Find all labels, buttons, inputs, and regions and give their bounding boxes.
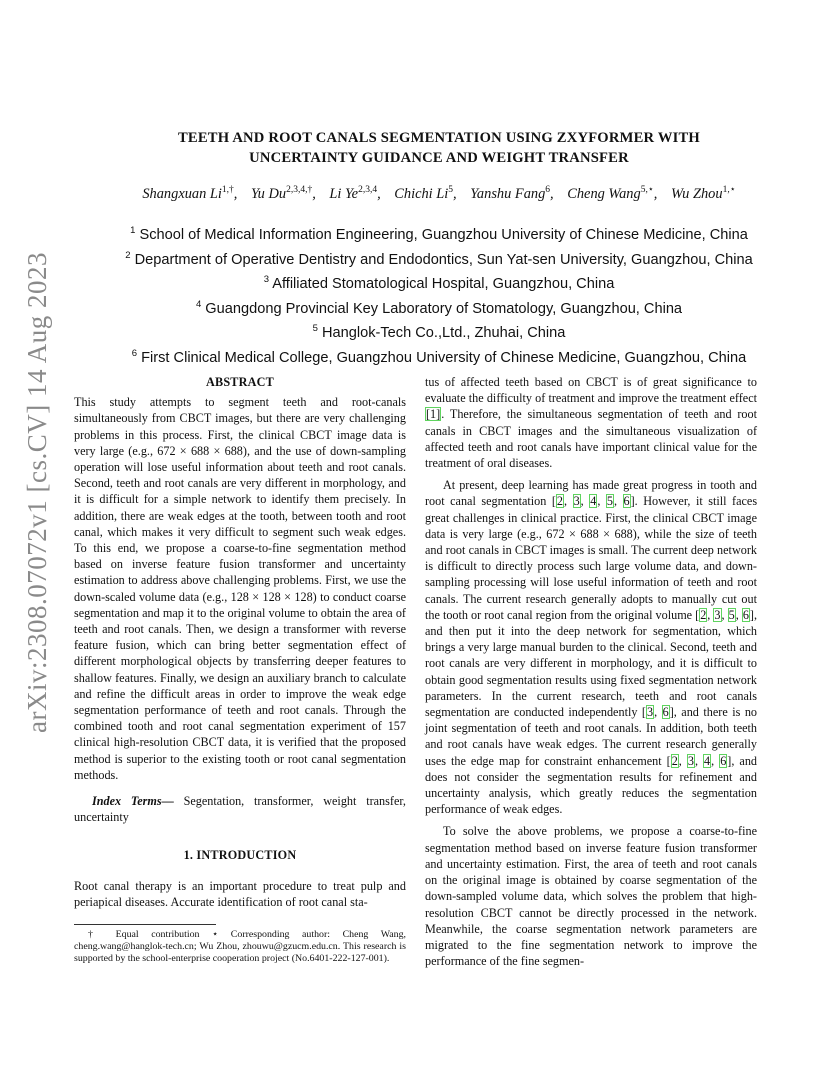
arxiv-identifier-text: arXiv:2308.07072v1 [cs.CV] 14 Aug 2023 <box>21 251 52 733</box>
citation-link[interactable]: 6 <box>720 753 727 768</box>
citation-link[interactable]: 4 <box>704 753 711 768</box>
author-affiliation-marks: 6 <box>545 185 551 195</box>
citation-link[interactable]: 3 <box>687 753 694 768</box>
index-terms-label: Index Terms— <box>92 794 174 809</box>
affiliation: $^3$ Affiliated Stomatological Hospital, Guangzhou, China <box>263 274 615 292</box>
citation-link[interactable]: 5 <box>606 494 613 509</box>
introduction-paragraph: Root canal therapy is an important procedure to treat pulp and periapical diseases. Accurate identification of root canal sta- <box>74 878 406 909</box>
footnote: † Equal contribution ⋆ Corresponding author: Cheng Wang, cheng.wang@hanglok-tech.cn; Wu Zhou, zhouwu@gzucm.edu.cn. This research is supported by the school-enterprise cooperation project (No.6401-222-127-001). <box>74 929 406 965</box>
affiliation: $^1$ School of Medical Information Engineering, Guangzhou University of Chinese Medicine, China <box>130 225 748 243</box>
left-column <box>74 374 406 910</box>
author-affiliation-marks: 1,⋆ <box>722 185 736 195</box>
paper-title <box>74 128 804 168</box>
abstract-heading: ABSTRACT <box>206 375 274 389</box>
author: Yanshu Fang$^6$, <box>470 185 554 202</box>
title-line-1: TEETH AND ROOT CANALS SEGMENTATION USING ZXYFORMER WITH <box>177 130 700 146</box>
author: Li Ye$^{2,3,4}$, <box>329 185 381 202</box>
author: Yu $Du^{2,3,4,\dagger}$, <box>251 185 316 202</box>
author: Cheng Wang$^{5,⋆}$, <box>567 185 658 202</box>
affiliation: $^2$ Department of Operative Dentistry and Endodontics, Sun Yat-sen University, Guangzhou, China <box>125 249 753 268</box>
right-column <box>425 374 757 969</box>
citation-link[interactable]: 5 <box>728 607 735 622</box>
index-terms <box>74 793 406 825</box>
citation-link[interactable]: 2 <box>556 494 563 509</box>
footnote-divider <box>74 924 216 925</box>
affiliation: $^5$ Hanglok-Tech Co.,Ltd., Zhuhai, China <box>312 323 566 341</box>
citation-link[interactable]: 3 <box>646 705 654 720</box>
citation-link[interactable]: 3 <box>714 607 721 622</box>
body-paragraph: At present, deep learning has made great progress in tooth and root canal segmentation [2, 3, 4, 5, 6]. However, it still faces great challenges in clinical practice. First, the clinical CBCT image data is very large (e.g., 672 × 688 × 688), while the size of teeth and root canals in CBCT images is small. The current deep network is difficult to directly process such large volume data, and down-sampling processing will lose useful information of teeth and root canals. The current research generally adopts to manually cut out the tooth or root canal region from the original volume [2, 3, 5, 6], and then put it into the deep network for segmentation, which brings a very large manual burden to the clinical. Second, teeth and root canals are very different in morphology, and it is difficult to obtain good segmentation results using fixed segmentation network parameters. In the current research, teeth and root canals segmentation are conducted independently [3, 6], and there is no joint segmentation of teeth and root canals. In addition, both teeth and root canals have weak edges. The current research generally uses the edge map for constraint enhancement [2, 3, 4, 6], and does not consider the segmentation results for refinement and uncertainty analysis, which greatly reduces the segmentation performance of weak edges. <box>425 478 758 817</box>
affiliation: $^4$ Guangdong Provincial Key Laboratory of Stomatology, Guangzhou, China <box>195 298 683 317</box>
author-affiliation-marks: 1,† <box>221 185 234 195</box>
citation-link[interactable]: 2 <box>700 607 707 622</box>
index-terms-text: Segentation, transformer, weight transfer, uncertainty <box>74 794 406 825</box>
title-line-2: UNCERTAINTY GUIDANCE AND WEIGHT TRANSFER <box>249 150 629 166</box>
author-affiliation-marks: 2,3,4,† <box>286 185 313 195</box>
citation-link[interactable]: [1] <box>426 407 441 422</box>
affiliation: $^6$ First Clinical Medical College, Guangzhou University of Chinese Medicine, Guangzhou, China <box>131 347 747 366</box>
author: Chichi Li$^5$, <box>394 185 457 202</box>
citation-link[interactable]: 6 <box>742 607 749 622</box>
introduction-heading: 1. INTRODUCTION <box>183 848 297 863</box>
affiliation-list <box>74 221 804 368</box>
citation-link[interactable]: 4 <box>590 494 597 509</box>
abstract-body: This study attempts to segment teeth and root-canals simultaneously from CBCT images, but there are very challenging problems in this process. First, the clinical CBCT image data is very large (e.g., 672 × 688 × 688), and the use of down-sampling operation will lose useful information about teeth and root canals. Second, teeth and root canals are very different in morphology, and it is difficult for a simple network to identify them precisely. In addition, there are weak edges at the tooth, between tooth and root canal, which makes it very difficult to segment such weak edges. To this end, we propose a coarse-to-fine segmentation method based on inverse feature fusion transformer and uncertainty estimation to address above challenging problems. First, we use the down-scaled volume data (e.g., 128 × 128 × 128) to conduct coarse segmentation and map it to the original volume to obtain the area of teeth and root canals. Then, we design a transformer with reverse feature fusion, which can bring better segmentation effect of different morphological objects by transferring deeper features to shallow features. Finally, we design an auxiliary branch to calculate and refine the difficult areas in order to improve the weak edge segmentation performance of teeth and root canals. Through the combined tooth and root canal segmentation experiment of 157 clinical high-resolution CBCT data, it is verified that the proposed method is superior to the existing tooth or root canal segmentation methods. <box>74 395 406 782</box>
author-affiliation-marks: 2,3,4 <box>358 185 378 195</box>
citation-link[interactable]: 6 <box>662 705 669 720</box>
author-affiliation-marks: 5,⋆ <box>640 185 654 195</box>
body-paragraph: To solve the above problems, we propose a coarse-to-fine segmentation method based on inverse feature fusion transformer and uncertainty estimation. First, the area of teeth and root canals on the original image is obtained by coarse segmentation of the down-sampled volume data, which solves the problem that high-resolution CBCT cannot be directly processed in the network. Meanwhile, the coarse segmentation network parameters are migrated to the fine segmentation network to improve the performance of the fine segmen- <box>425 824 757 969</box>
author-affiliation-marks: 5 <box>448 185 454 195</box>
body-paragraph: tus of affected teeth based on CBCT is of great significance to evaluate the difficulty of treatment and improve the treatment effect [1]. Therefore, the simultaneous segmentation of teeth and root canals in CBCT images and the simultaneous visualization of affected teeth and root canals have important clinical value for the treatment of oral diseases. <box>425 375 757 471</box>
arxiv-identifier <box>16 251 58 733</box>
author: Wu Zhou$^{1,⋆}$ <box>670 185 736 202</box>
citation-link[interactable]: 2 <box>671 753 678 768</box>
author: Shangxuan $Li^{1,\dagger}$, <box>142 185 238 202</box>
citation-link[interactable]: 3 <box>573 494 580 509</box>
citation-link[interactable]: 6 <box>623 494 630 509</box>
author-list <box>74 184 804 203</box>
